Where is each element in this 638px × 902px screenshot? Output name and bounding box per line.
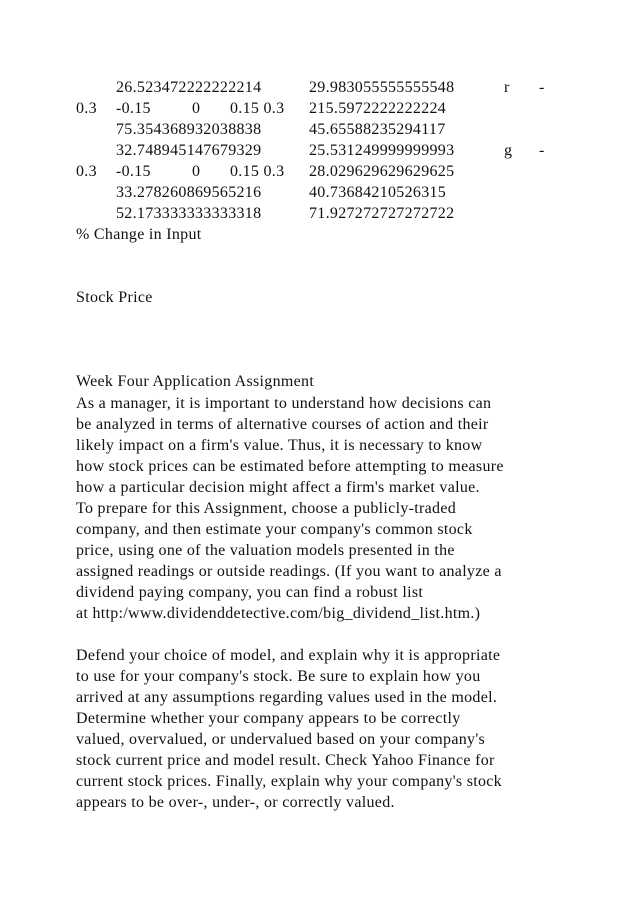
paragraph-line: Defend your choice of model, and explain why it is appropriate (76, 647, 501, 664)
table-cell: 71.927272727272722 (309, 205, 455, 222)
paragraph-line: company, and then estimate your company's common stock (76, 521, 473, 538)
table-cell: 29.983055555555548 (309, 79, 455, 96)
table-cell: 0.15 0.3 (230, 163, 285, 180)
paragraph-line: appears to be over-, under-, or correctly valued. (76, 794, 395, 811)
table-cell: 32.748945147679329 (116, 142, 262, 159)
assignment-title: Week Four Application Assignment (76, 373, 315, 390)
table-cell: 33.278260869565216 (116, 184, 262, 201)
paragraph-line: stock current price and model result. Check Yahoo Finance for (76, 752, 495, 769)
paragraph-line: valued, overvalued, or undervalued based on your company's (76, 731, 486, 748)
table-cell: -0.15 (116, 100, 151, 117)
paragraph-line: at http:/www.dividenddetective.com/big_dividend_list.htm.) (76, 605, 481, 622)
table-cell: -0.15 (116, 163, 151, 180)
table-cell: - (539, 142, 545, 159)
paragraph-line: likely impact on a firm's value. Thus, it is necessary to know (76, 437, 483, 454)
paragraph-line: how a particular decision might affect a firm's market value. (76, 479, 480, 496)
paragraph-line: arrived at any assumptions regarding values used in the model. (76, 689, 498, 706)
table-cell: 25.531249999999993 (309, 142, 455, 159)
table-cell: g (504, 142, 513, 159)
table-cell: 40.73684210526315 (309, 184, 447, 201)
paragraph-line: be analyzed in terms of alternative courses of action and their (76, 416, 489, 433)
paragraph-line: To prepare for this Assignment, choose a publicly-traded (76, 500, 457, 517)
change-in-input-label: % Change in Input (76, 226, 202, 243)
paragraph-line: current stock prices. Finally, explain why your company's stock (76, 773, 502, 790)
table-cell: - (539, 79, 545, 96)
paragraph-line: As a manager, it is important to understand how decisions can (76, 395, 492, 412)
paragraph-line: to use for your company's stock. Be sure to explain how you (76, 668, 481, 685)
paragraph-line: dividend paying company, you can find a robust list (76, 584, 424, 601)
table-cell: 0.3 (76, 163, 97, 180)
paragraph-line: assigned readings or outside readings. (If you want to analyze a (76, 563, 502, 580)
paragraph-line: Determine whether your company appears to be correctly (76, 710, 461, 727)
table-cell: r (504, 79, 510, 96)
assignment-paragraph-2 (76, 645, 566, 813)
paragraph-line: price, using one of the valuation models presented in the (76, 542, 455, 559)
assignment-paragraph-1 (76, 393, 566, 624)
table-cell: 0.15 0.3 (230, 100, 285, 117)
table-cell: 26.523472222222214 (116, 79, 262, 96)
table-cell: 0.3 (76, 100, 97, 117)
table-cell: 28.029629629629625 (309, 163, 455, 180)
table-cell: 0 (192, 163, 201, 180)
paragraph-line: how stock prices can be estimated before attempting to measure (76, 458, 504, 475)
table-cell: 52.173333333333318 (116, 205, 262, 222)
stock-price-label: Stock Price (76, 289, 153, 306)
table-cell: 215.5972222222224 (309, 100, 447, 117)
table-cell: 75.354368932038838 (116, 121, 262, 138)
table-cell: 45.65588235294117 (309, 121, 446, 138)
table-cell: 0 (192, 100, 201, 117)
